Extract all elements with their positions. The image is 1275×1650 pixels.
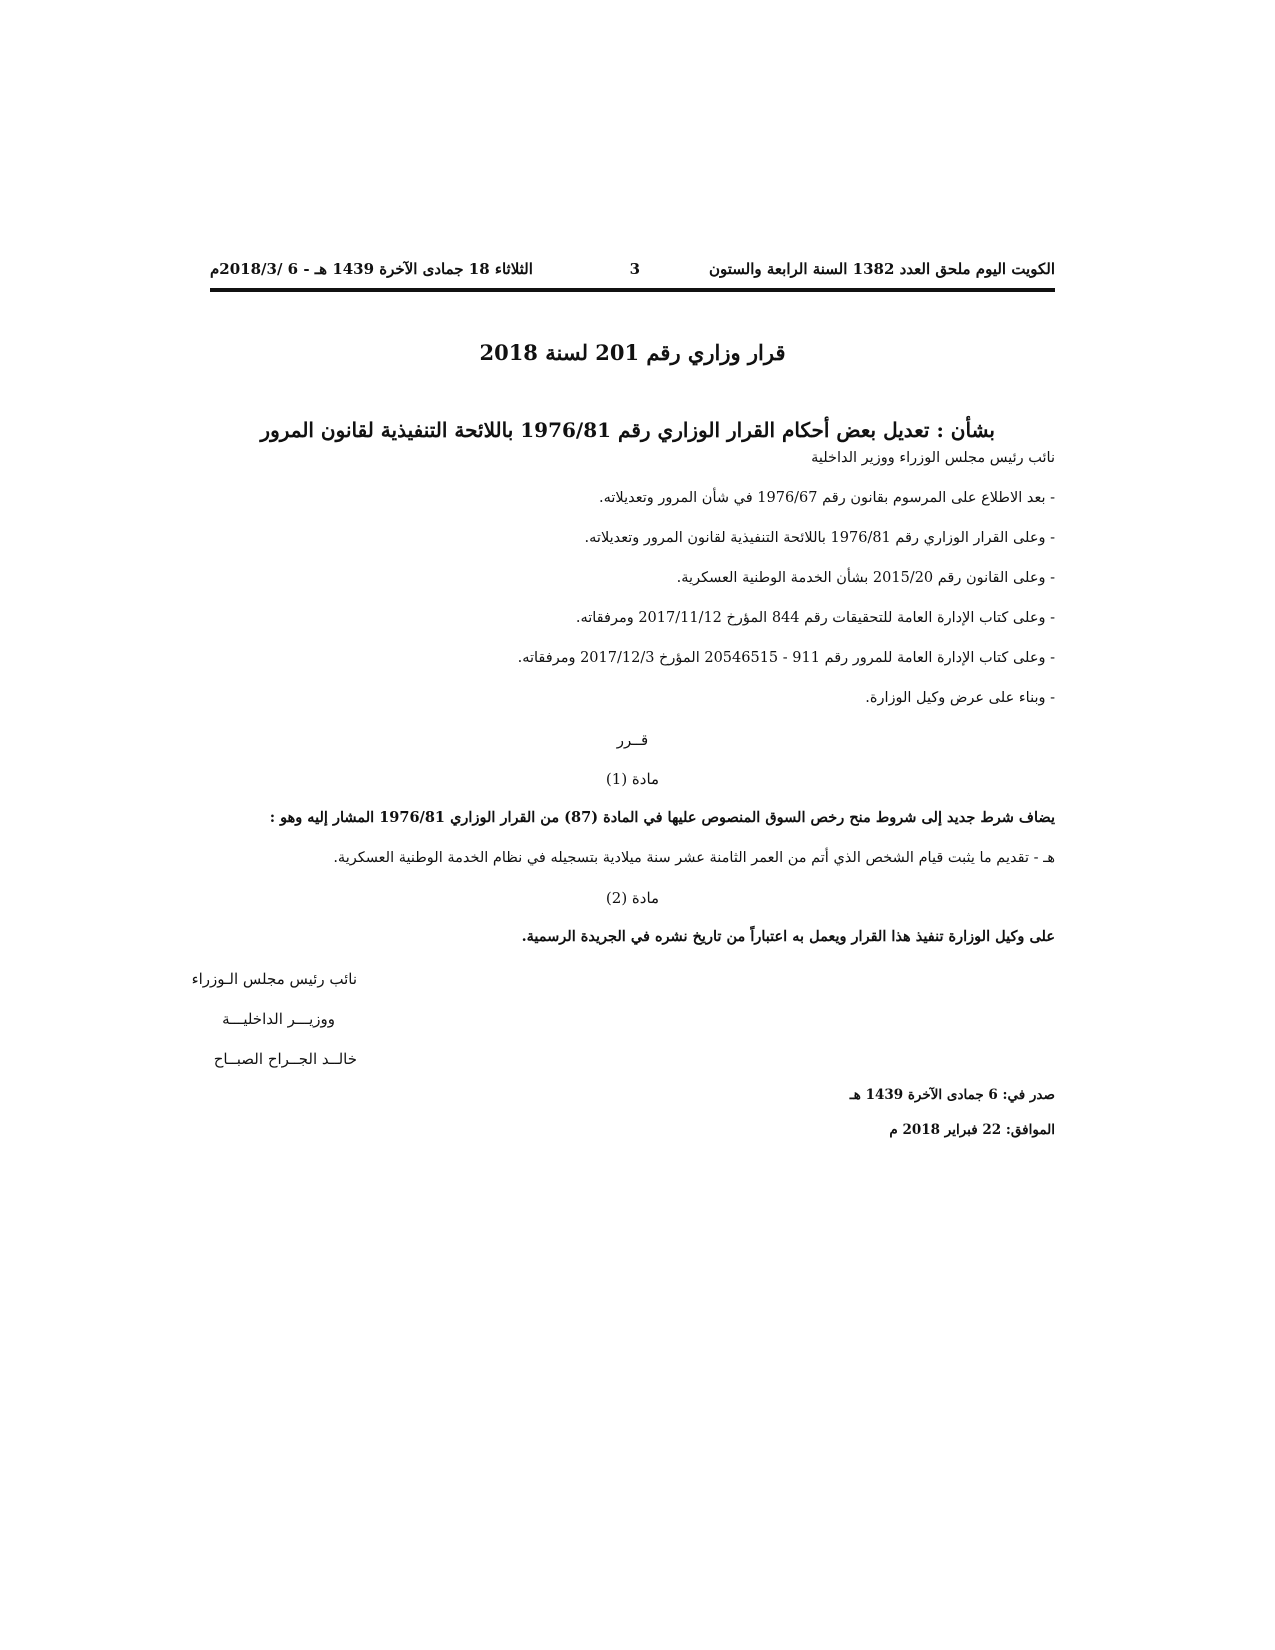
article-2-text: على وكيل الوزارة تنفيذ هذا القرار ويعمل به اعتباراً من تاريخ نشره في الجريدة الرسمية.: [521, 928, 1055, 945]
preamble-item: - وبناء على عرض وكيل الوزارة.: [865, 690, 1055, 706]
header-divider: [210, 288, 1055, 292]
decree-title: قرار وزاري رقم 201 لسنة 2018: [479, 340, 786, 365]
header-publication: الكويت اليوم ملحق العدد 1382 السنة الرابعة والستون: [709, 260, 1055, 278]
issued-gregorian-date: الموافق: 22 فبراير 2018 م: [889, 1122, 1055, 1138]
decree-subject: بشأن : تعديل بعض أحكام القرار الوزاري رقم 1976/81 باللائحة التنفيذية لقانون المرور: [260, 418, 995, 442]
article-1-heading: مادة (1): [605, 770, 660, 788]
preamble-item: - وعلى كتاب الإدارة العامة للمرور رقم 911 - 20546515 المؤرخ 2017/12/3 ومرفقاته.: [517, 650, 1055, 666]
preamble-item: - وعلى القانون رقم 2015/20 بشأن الخدمة الوطنية العسكرية.: [676, 570, 1055, 586]
header-page-number: 3: [629, 260, 640, 278]
preamble-item: - وعلى القرار الوزاري رقم 1976/81 باللائحة التنفيذية لقانون المرور وتعديلاته.: [584, 530, 1055, 546]
article-1-item: هـ - تقديم ما يثبت قيام الشخص الذي أتم من العمر الثامنة عشر سنة ميلادية بتسجيله في نظام الخدمة الوطنية العسكرية.: [333, 850, 1055, 866]
signature-ministry: ووزيـــر الداخليـــة: [222, 1010, 335, 1028]
article-2-heading: مادة (2): [605, 889, 660, 907]
preamble-item: - بعد الاطلاع على المرسوم بقانون رقم 1976/67 في شأن المرور وتعديلاته.: [599, 490, 1055, 506]
decision-heading: قــرر: [616, 731, 649, 749]
header-date: الثلاثاء 18 جمادى الآخرة 1439 هـ - 6 /2018/3م: [210, 260, 533, 278]
article-1-text: يضاف شرط جديد إلى شروط منح رخص السوق المنصوص عليها في المادة (87) من القرار الوزاري 1976/81 المشار إليه وهو :: [269, 809, 1055, 826]
preamble-item: - وعلى كتاب الإدارة العامة للتحقيقات رقم 844 المؤرخ 2017/11/12 ومرفقاته.: [575, 610, 1055, 626]
signature-title: نائب رئيس مجلس الـوزراء: [191, 970, 357, 988]
issuer-line: نائب رئيس مجلس الوزراء ووزير الداخلية: [811, 450, 1055, 466]
issued-hijri-date: صدر في: 6 جمادى الآخرة 1439 هـ: [849, 1087, 1055, 1103]
signature-name: خالــد الجــراح الصبــاح: [213, 1050, 357, 1068]
page-header: [210, 258, 1055, 288]
